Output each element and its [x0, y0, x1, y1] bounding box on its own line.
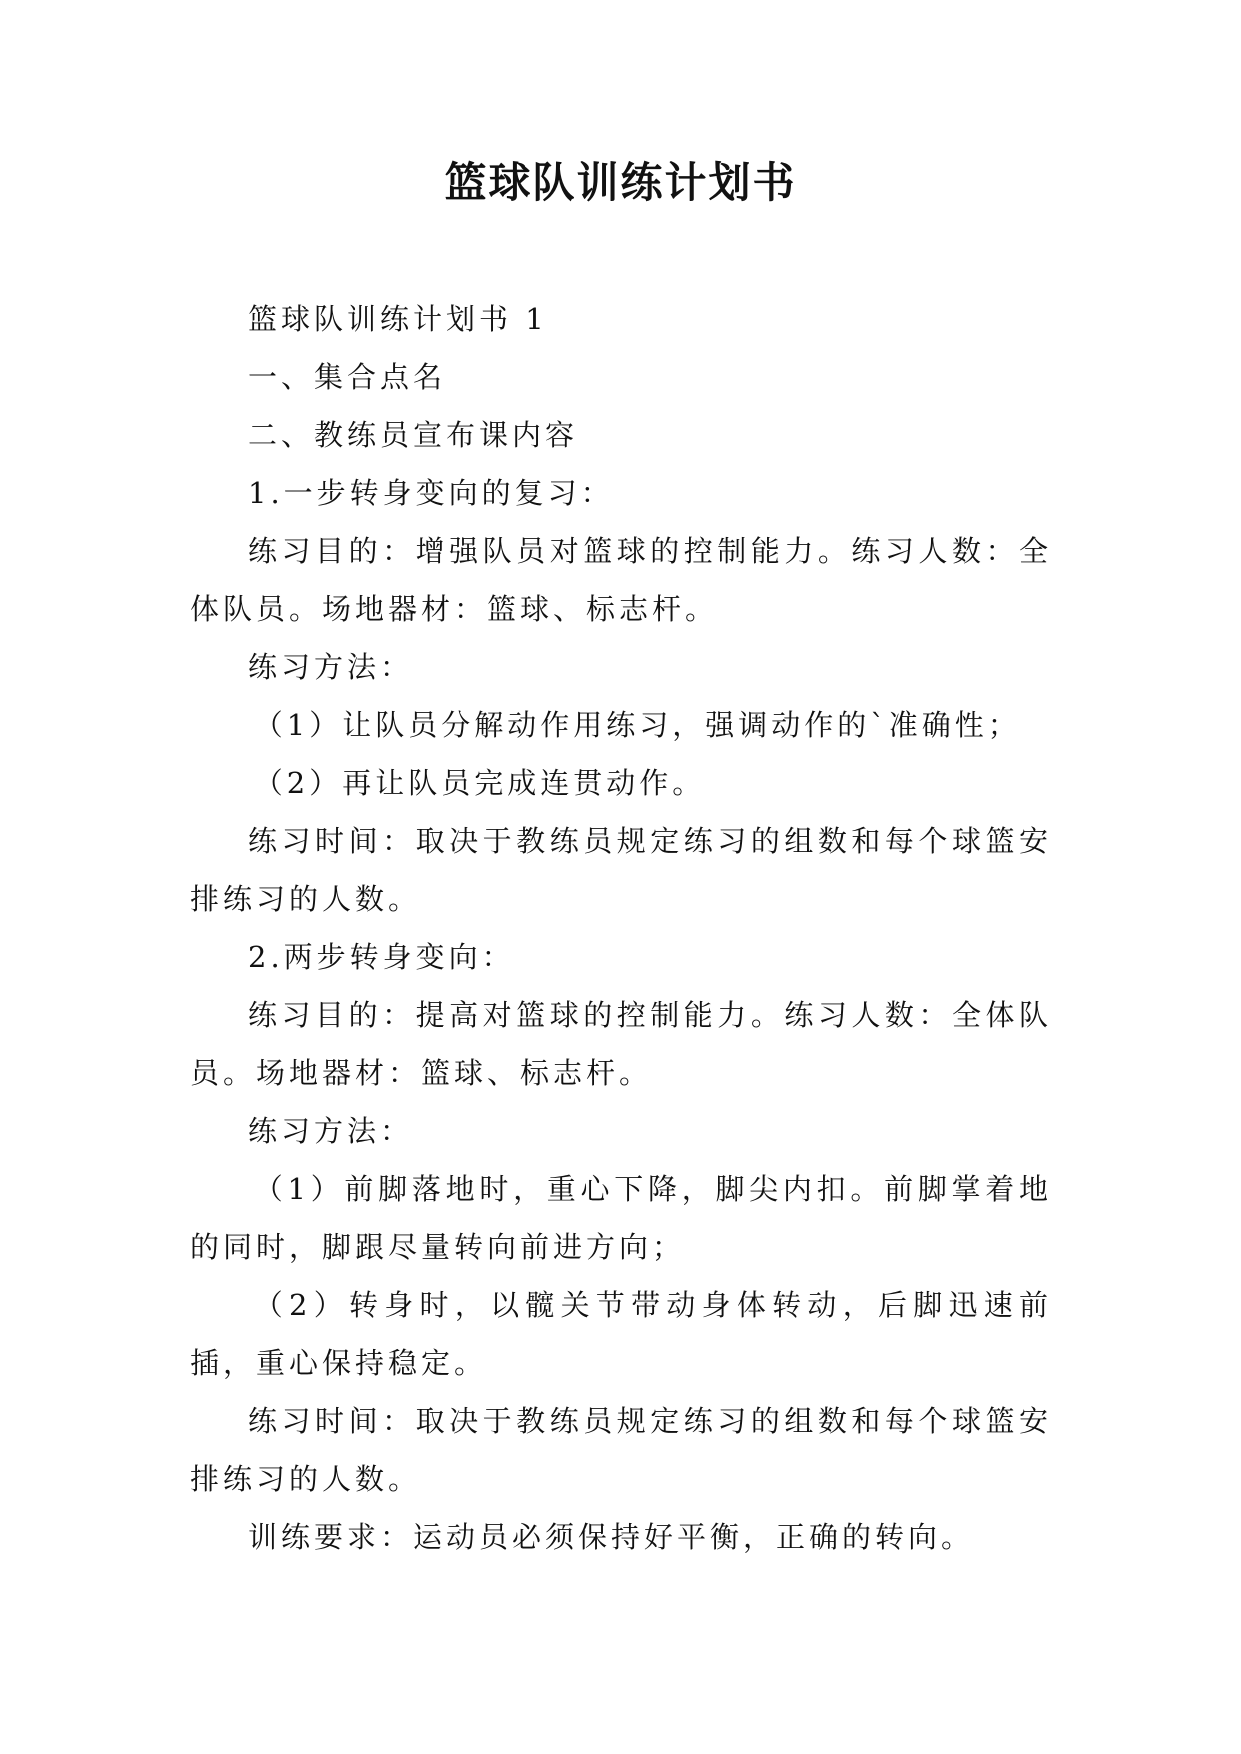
paragraph: 练习时间：取决于教练员规定练习的组数和每个球篮安排练习的人数。 — [190, 1404, 1052, 1496]
list-item: （1）前脚落地时，重心下降，脚尖内扣。前脚掌着地的同时，脚跟尽量转向前进方向； — [190, 1172, 1052, 1264]
paragraph: 练习时间：取决于教练员规定练习的组数和每个球篮安排练习的人数。 — [190, 824, 1052, 916]
list-item: （1）让队员分解动作用练习，强调动作的`准确性； — [253, 708, 1021, 742]
paragraph: 练习方法： — [248, 650, 414, 684]
document-body — [190, 290, 1052, 1566]
list-item: （2）转身时，以髋关节带动身体转动，后脚迅速前插，重心保持稳定。 — [190, 1288, 1052, 1380]
paragraph: 训练要求：运动员必须保持好平衡，正确的转向。 — [248, 1520, 975, 1554]
drill-heading: 2.两步转身变向： — [248, 940, 515, 974]
paragraph: 练习目的：增强队员对篮球的控制能力。练习人数：全体队员。场地器材：篮球、标志杆。 — [190, 534, 1052, 626]
drill-heading: 1.一步转身变向的复习： — [248, 476, 614, 510]
paragraph: 练习方法： — [248, 1114, 414, 1148]
step-heading: 二、教练员宣布课内容 — [248, 418, 579, 452]
document-title: 篮球队训练计划书 — [444, 158, 797, 207]
section-heading: 篮球队训练计划书 1 — [248, 302, 548, 336]
step-heading: 一、集合点名 — [248, 360, 447, 394]
paragraph: 练习目的：提高对篮球的控制能力。练习人数：全体队员。场地器材：篮球、标志杆。 — [190, 998, 1052, 1090]
list-item: （2）再让队员完成连贯动作。 — [253, 766, 706, 800]
